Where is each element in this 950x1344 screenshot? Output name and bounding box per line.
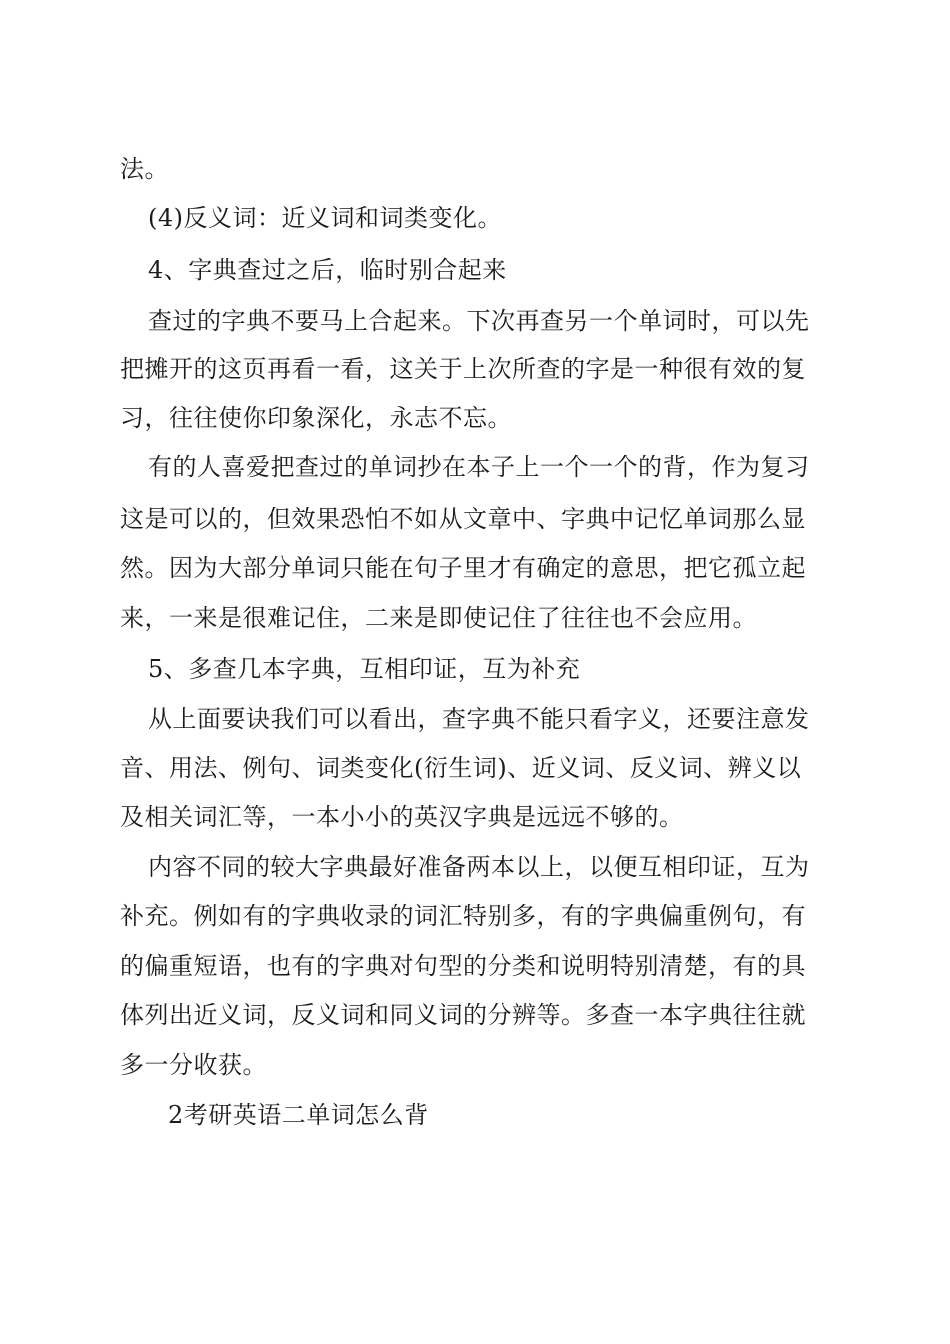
list-item-antonyms: (4)反义词：近义词和词类变化。 <box>148 204 502 232</box>
section-heading-4: 4、字典查过之后，临时别合起来 <box>148 256 507 284</box>
body-text-line: 把摊开的这页再看一看，这关于上次所查的字是一种很有效的复 <box>120 355 806 383</box>
body-text-line: 多一分收获。 <box>120 1051 267 1079</box>
section-title: 2考研英语二单词怎么背 <box>168 1101 429 1129</box>
body-text-line: 内容不同的较大字典最好准备两本以上，以便互相印证，互为 <box>148 853 810 881</box>
body-text-line: 来，一来是很难记住，二来是即使记住了往往也不会应用。 <box>120 604 757 632</box>
section-heading-5: 5、多查几本字典，互相印证，互为补充 <box>148 655 581 683</box>
body-text-line: 有的人喜爱把查过的单词抄在本子上一个一个的背，作为复习 <box>148 453 810 481</box>
body-text-line: 法。 <box>120 155 169 183</box>
body-text-line: 查过的字典不要马上合起来。下次再查另一个单词时，可以先 <box>148 307 810 335</box>
body-text-line: 及相关词汇等，一本小小的英汉字典是远远不够的。 <box>120 803 684 831</box>
body-text-line: 从上面要诀我们可以看出，查字典不能只看字义，还要注意发 <box>148 705 810 733</box>
body-text-line: 习，往往使你印象深化，永志不忘。 <box>120 404 512 432</box>
body-text-line: 音、用法、例句、词类变化(衍生词)、近义词、反义词、辨义以 <box>120 754 802 782</box>
body-text-line: 然。因为大部分单词只能在句子里才有确定的意思，把它孤立起 <box>120 554 806 582</box>
body-text-line: 补充。例如有的字典收录的词汇特别多，有的字典偏重例句，有 <box>120 902 806 930</box>
body-text-line: 这是可以的，但效果恐怕不如从文章中、字典中记忆单词那么显 <box>120 505 806 533</box>
body-text-line: 的偏重短语，也有的字典对句型的分类和说明特别清楚，有的具 <box>120 952 806 980</box>
body-text-line: 体列出近义词，反义词和同义词的分辨等。多查一本字典往往就 <box>120 1001 806 1029</box>
